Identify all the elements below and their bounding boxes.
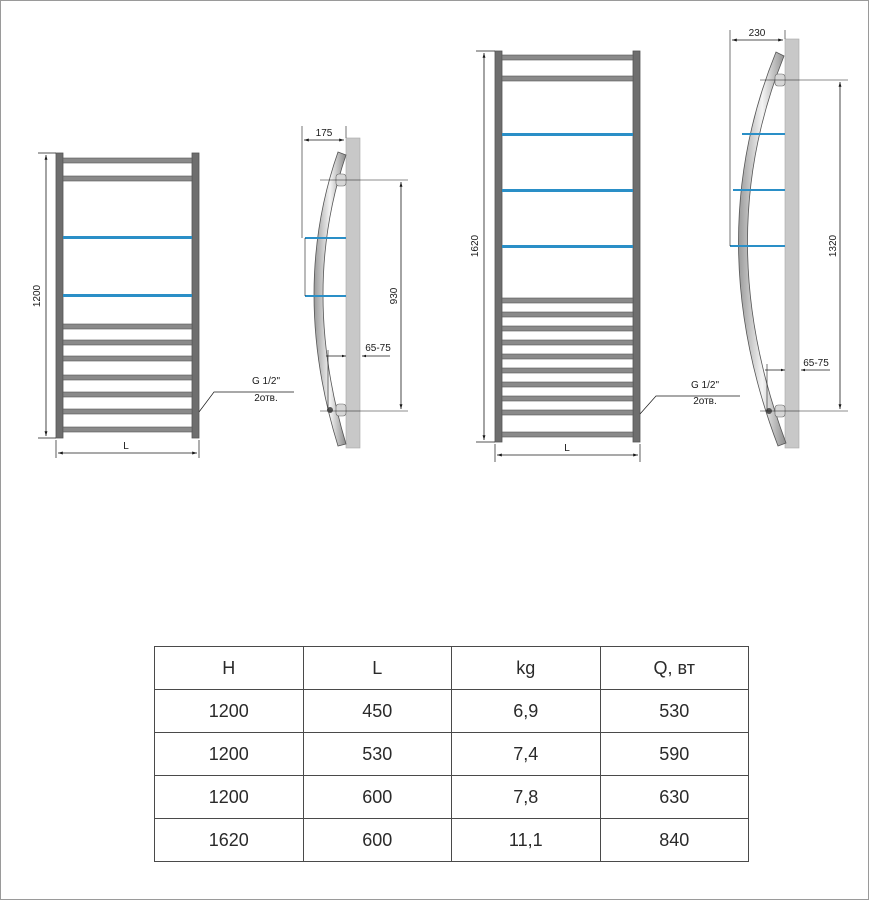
small-depth-label: 175 <box>315 128 333 139</box>
small-connection-leader <box>199 392 294 412</box>
small-curved-upright <box>314 152 346 446</box>
large-depth-label: 230 <box>748 28 766 39</box>
small-wall <box>346 138 360 448</box>
cell-q: 630 <box>600 776 749 819</box>
large-width-label: L <box>564 443 570 454</box>
cell-q: 530 <box>600 690 749 733</box>
large-right-upright <box>633 51 640 442</box>
cell-h: 1200 <box>155 690 304 733</box>
small-height-label: 1200 <box>32 284 43 308</box>
cell-l: 600 <box>303 776 452 819</box>
header-h: H <box>155 647 304 690</box>
small-left-upright <box>56 153 63 438</box>
spec-table <box>154 646 749 862</box>
large-pipe-spacing-label: 1320 <box>828 234 839 258</box>
cell-h: 1620 <box>155 819 304 862</box>
cell-q: 840 <box>600 819 749 862</box>
small-wall-gap-label: 65-75 <box>365 343 391 354</box>
small-pipe-spacing-label: 930 <box>389 287 400 305</box>
cell-l: 600 <box>303 819 452 862</box>
large-height-label: 1620 <box>470 234 481 258</box>
table-row <box>155 776 749 819</box>
small-front-view <box>32 153 294 458</box>
large-accent-rails <box>502 133 633 248</box>
large-side-view <box>730 28 848 448</box>
large-wall-gap-label: 65-75 <box>803 358 829 369</box>
small-bottom-bracket <box>336 404 346 416</box>
cell-h: 1200 <box>155 733 304 776</box>
cell-kg: 11,1 <box>452 819 601 862</box>
cell-l: 450 <box>303 690 452 733</box>
cell-kg: 7,4 <box>452 733 601 776</box>
large-curved-upright <box>738 52 786 446</box>
large-holes-label: 2отв. <box>693 396 717 407</box>
header-q: Q, вт <box>600 647 749 690</box>
small-holes-label: 2отв. <box>254 393 278 404</box>
small-right-upright <box>192 153 199 438</box>
cell-kg: 6,9 <box>452 690 601 733</box>
large-wall <box>785 39 799 448</box>
large-left-upright <box>495 51 502 442</box>
table-row <box>155 733 749 776</box>
small-connection-label: G 1/2" <box>251 376 281 387</box>
large-connection-label: G 1/2" <box>690 380 720 391</box>
table-row <box>155 690 749 733</box>
small-width-label: L <box>123 441 129 452</box>
cell-l: 530 <box>303 733 452 776</box>
table-header-row <box>155 647 749 690</box>
large-connection-leader <box>640 396 740 414</box>
cell-q: 590 <box>600 733 749 776</box>
small-side-view <box>302 126 408 448</box>
table-row <box>155 819 749 862</box>
small-accent-rails <box>63 236 192 297</box>
cell-kg: 7,8 <box>452 776 601 819</box>
header-kg: kg <box>452 647 601 690</box>
header-l: L <box>303 647 452 690</box>
cell-h: 1200 <box>155 776 304 819</box>
large-front-view <box>470 51 740 462</box>
